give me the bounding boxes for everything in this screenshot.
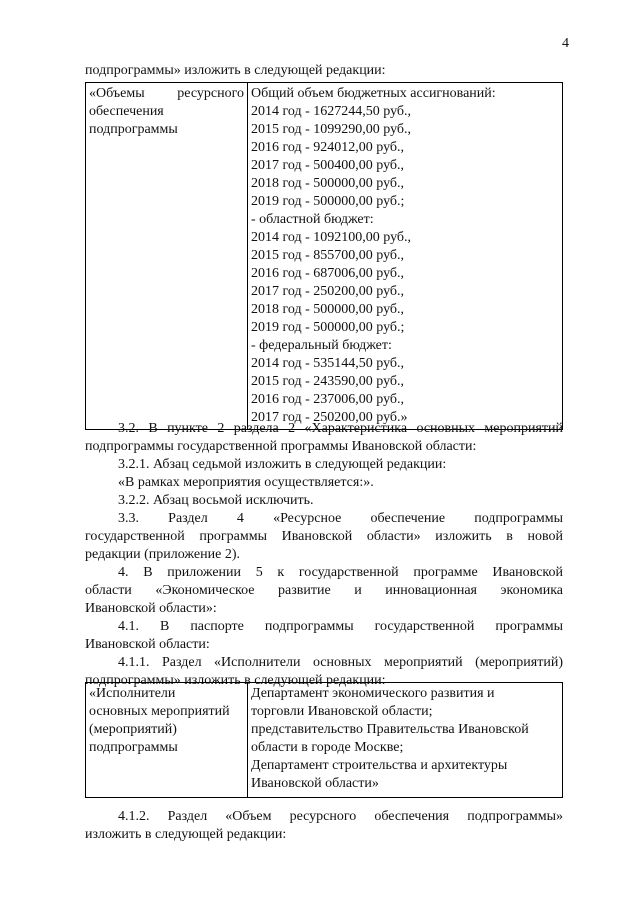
cell-text: представительство Правительства Ивановской	[251, 722, 529, 737]
paragraph-line: редакции (приложение 2).	[85, 547, 240, 562]
page-number: 4	[562, 36, 569, 51]
cell-text: Департамент экономического развития и	[251, 686, 495, 701]
paragraph-line: подпрограммы» изложить в следующей редакции:	[85, 673, 386, 688]
cell-text: подпрограммы	[89, 122, 178, 137]
paragraph-line: 4. В приложении 5 к государственной программе Ивановской	[118, 565, 563, 580]
paragraph-line: 3.2.2. Абзац восьмой исключить.	[118, 493, 314, 508]
paragraph-line: 4.1. В паспорте подпрограммы государственной программы	[118, 619, 563, 634]
paragraph-line: «В рамках мероприятия осуществляется:».	[118, 475, 374, 490]
cell-text: Общий объем бюджетных ассигнований:	[251, 86, 496, 101]
paragraph-line: 3.3. Раздел 4 «Ресурсное обеспечение подпрограммы	[118, 511, 563, 526]
intro-line: подпрограммы» изложить в следующей редакции:	[85, 63, 386, 78]
cell-text: 2014 год - 1092100,00 руб.,	[251, 230, 412, 245]
cell-text: 2019 год - 500000,00 руб.;	[251, 320, 405, 335]
executors-table-value-cell	[248, 683, 563, 798]
cell-text: Департамент строительства и архитектуры	[251, 758, 508, 773]
cell-text: - федеральный бюджет:	[251, 338, 392, 353]
cell-text: 2018 год - 500000,00 руб.,	[251, 176, 405, 191]
paragraph-line: 4.1.1. Раздел «Исполнители основных мероприятий (мероприятий)	[118, 655, 563, 670]
cell-text: 2016 год - 237006,00 руб.,	[251, 392, 405, 407]
paragraph-line: 3.2.1. Абзац седьмой изложить в следующей редакции:	[118, 457, 447, 472]
executors-table-label-cell	[86, 683, 248, 798]
cell-text: 2014 год - 1627244,50 руб.,	[251, 104, 412, 119]
cell-text: - областной бюджет:	[251, 212, 374, 227]
cell-text: 2016 год - 924012,00 руб.,	[251, 140, 405, 155]
paragraph-line: области «Экономическое развитие и инновационная экономика	[85, 583, 563, 598]
paragraph-line: 3.2. В пункте 2 раздела 2 «Характеристика основных мероприятий	[118, 421, 563, 436]
cell-text: 2016 год - 687006,00 руб.,	[251, 266, 405, 281]
cell-text: основных мероприятий	[89, 704, 230, 719]
resource-table	[85, 82, 563, 430]
cell-text: подпрограммы	[89, 740, 178, 755]
cell-text: 2015 год - 855700,00 руб.,	[251, 248, 405, 263]
cell-text: «Исполнители	[89, 686, 176, 701]
cell-text: 2017 год - 250200,00 руб.,	[251, 284, 405, 299]
cell-text: 2015 год - 243590,00 руб.,	[251, 374, 405, 389]
paragraph-line: подпрограммы государственной программы Ивановской области:	[85, 439, 477, 454]
paragraph-line: Ивановской области»:	[85, 601, 217, 616]
resource-table-label-cell	[86, 83, 248, 430]
paragraph-line: государственной программы Ивановской области» изложить в новой	[85, 529, 563, 544]
cell-text: 2017 год - 250200,00 руб.»	[251, 410, 408, 425]
cell-text: Ивановской области»	[251, 776, 379, 791]
closing-line: изложить в следующей редакции:	[85, 827, 287, 842]
cell-text: торговли Ивановской области;	[251, 704, 433, 719]
cell-text: обеспечения	[89, 104, 164, 119]
cell-text: 2015 год - 1099290,00 руб.,	[251, 122, 412, 137]
cell-text: 2014 год - 535144,50 руб.,	[251, 356, 405, 371]
paragraph-line: Ивановской области:	[85, 637, 210, 652]
executors-table	[85, 682, 563, 798]
cell-text: 2018 год - 500000,00 руб.,	[251, 302, 405, 317]
cell-text: 2017 год - 500400,00 руб.,	[251, 158, 405, 173]
cell-text: 2019 год - 500000,00 руб.;	[251, 194, 405, 209]
closing-line: 4.1.2. Раздел «Объем ресурсного обеспечения подпрограммы»	[118, 809, 563, 824]
cell-text: «Объемы ресурсного	[89, 86, 244, 101]
resource-table-value-cell	[248, 83, 563, 430]
cell-text: (мероприятий)	[89, 722, 177, 737]
cell-text: области в городе Москве;	[251, 740, 404, 755]
